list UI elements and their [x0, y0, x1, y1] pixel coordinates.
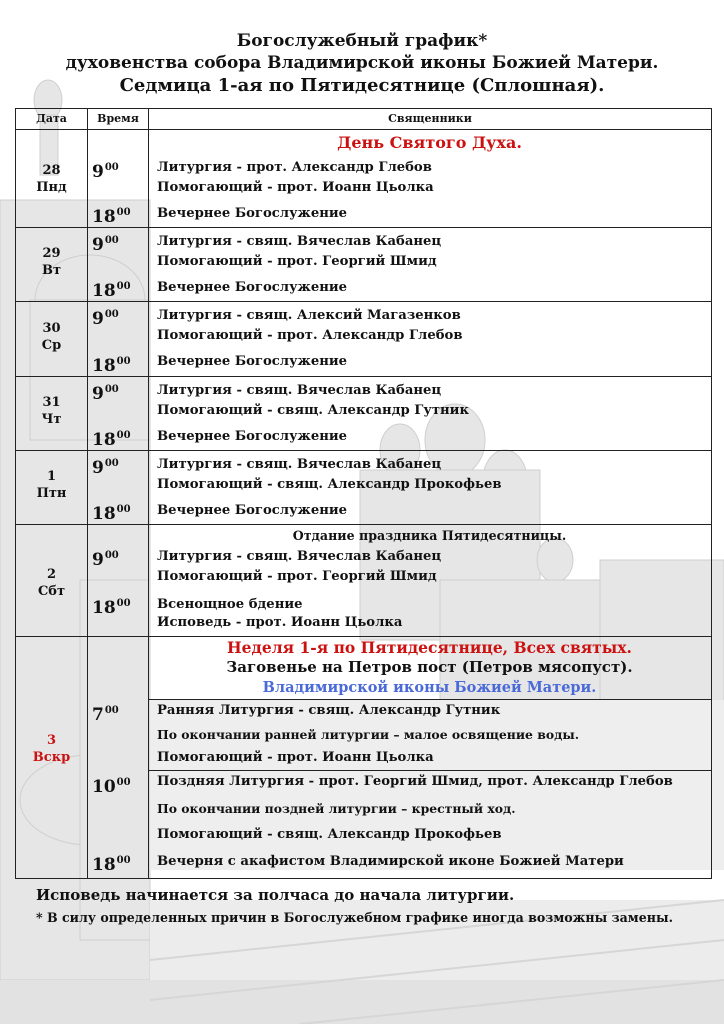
- evening-entry: Вечернее Богослужение: [157, 280, 348, 295]
- column-header-clergy: Священники: [388, 112, 472, 125]
- liturgy-entry: Литургия - свящ. Вячеслав Кабанец: [157, 457, 442, 472]
- table-border-bottom: [15, 878, 712, 879]
- date-number: 29: [42, 246, 61, 261]
- date-number: 1: [46, 469, 57, 484]
- row-divider: [15, 450, 712, 451]
- icon-feast-title: Владимирской иконы Божией Матери.: [262, 679, 597, 696]
- date-number: 28: [42, 163, 61, 178]
- date-cell: [16, 320, 87, 354]
- column-header-date: Дата: [36, 112, 67, 125]
- col-divider-time: [148, 108, 149, 879]
- liturgy-entry: Литургия - свящ. Вячеслав Кабанец: [157, 234, 442, 249]
- service-time: $10^{00}$: [92, 777, 131, 797]
- assistant-entry: Помогающий - свящ. Александр Прокофьев: [157, 477, 502, 492]
- schedule-title: Богослужебный график*: [236, 31, 488, 51]
- assistant-entry: Помогающий - прот. Иоанн Цьолка: [157, 750, 434, 765]
- weekday: Вскр: [32, 750, 71, 765]
- assistant-entry: Помогающий - прот. Георгий Шмид: [157, 569, 437, 584]
- assistant-entry: Помогающий - свящ. Александр Прокофьев: [157, 827, 502, 842]
- weekday: Сбт: [37, 584, 66, 599]
- row-divider: [15, 524, 712, 525]
- assistant-entry: Помогающий - прот. Александр Глебов: [157, 328, 463, 343]
- service-time: $18^{00}$: [92, 281, 131, 301]
- weekday: Ср: [41, 338, 62, 353]
- feast-subtitle: Заговенье на Петров пост (Петров мясопуст).: [226, 658, 633, 676]
- liturgy-entry: Литургия - свящ. Вячеслав Кабанец: [157, 549, 442, 564]
- sunday-sub-divider: [148, 699, 712, 700]
- date-number: 3: [46, 733, 57, 748]
- service-time: $9^{00}$: [92, 309, 119, 329]
- row-divider: [15, 301, 712, 302]
- vespers-entry: Вечерня с акафистом Владимирской иконе Божией Матери: [157, 854, 624, 869]
- confession-note: Исповедь начинается за полчаса до начала литургии.: [36, 886, 515, 904]
- header-row-divider: [15, 129, 712, 130]
- evening-entry: Вечернее Богослужение: [157, 503, 348, 518]
- date-number: 2: [46, 567, 57, 582]
- feast-title: Неделя 1-я по Пятидесятнице, Всех святых.: [227, 638, 632, 657]
- weekday: Птн: [36, 486, 67, 501]
- service-time: $18^{00}$: [92, 430, 131, 450]
- procession-entry: По окончании поздней литургии – крестный ход.: [157, 801, 516, 816]
- assistant-entry: Помогающий - прот. Иоанн Цьолка: [157, 180, 434, 195]
- service-time: $9^{00}$: [92, 384, 119, 404]
- row-divider: [15, 636, 712, 637]
- weekday: Чт: [41, 412, 62, 427]
- page-header: [0, 30, 724, 98]
- confession-entry: Исповедь - прот. Иоанн Цьолка: [157, 615, 403, 630]
- weekday: Пнд: [36, 180, 67, 195]
- assistant-entry: Помогающий - свящ. Александр Гутник: [157, 403, 469, 418]
- date-cell: [16, 566, 87, 600]
- evening-entry: Вечернее Богослужение: [157, 206, 348, 221]
- date-number: 30: [42, 321, 61, 336]
- service-time: $9^{00}$: [92, 458, 119, 478]
- service-time: $18^{00}$: [92, 207, 131, 227]
- vigil-entry: Всенощное бдение: [157, 597, 303, 612]
- service-time: $18^{00}$: [92, 598, 131, 618]
- feast-title: Отдание праздника Пятидесятницы.: [292, 528, 567, 543]
- date-number: 31: [42, 395, 61, 410]
- sunday-sub-divider: [148, 770, 712, 771]
- service-time: $18^{00}$: [92, 504, 131, 524]
- liturgy-entry: Литургия - свящ. Алексий Магазенков: [157, 308, 461, 323]
- water-blessing-entry: По окончании ранней литургии – малое освящение воды.: [157, 727, 580, 742]
- date-cell: [16, 732, 87, 766]
- date-cell: [16, 162, 87, 196]
- service-time: $7^{00}$: [92, 705, 119, 725]
- service-time: $9^{00}$: [92, 550, 119, 570]
- date-cell: [16, 394, 87, 428]
- row-divider: [15, 227, 712, 228]
- col-divider-date: [87, 108, 88, 879]
- weekday: Вт: [41, 263, 62, 278]
- feast-title: День Святого Духа.: [337, 133, 522, 152]
- changes-note: * В силу определенных причин в Богослужебном графике иногда возможны замены.: [36, 910, 673, 925]
- assistant-entry: Помогающий - прот. Георгий Шмид: [157, 254, 437, 269]
- early-liturgy-entry: Ранняя Литургия - свящ. Александр Гутник: [157, 703, 501, 718]
- service-time: $18^{00}$: [92, 855, 131, 875]
- liturgy-entry: Литургия - прот. Александр Глебов: [157, 160, 432, 175]
- service-time: $18^{00}$: [92, 356, 131, 376]
- week-subtitle: Седмица 1-ая по Пятидесятнице (Сплошная).: [119, 75, 605, 96]
- date-cell: [16, 468, 87, 502]
- evening-entry: Вечернее Богослужение: [157, 429, 348, 444]
- column-header-time: Время: [97, 112, 139, 125]
- liturgy-entry: Литургия - свящ. Вячеслав Кабанец: [157, 383, 442, 398]
- late-liturgy-entry: Поздняя Литургия - прот. Георгий Шмид, прот. Александр Глебов: [157, 774, 673, 789]
- evening-entry: Вечернее Богослужение: [157, 354, 348, 369]
- service-time: $9^{00}$: [92, 162, 119, 182]
- cathedral-subtitle: духовенства собора Владимирской иконы Божией Матери.: [65, 53, 659, 73]
- row-divider: [15, 376, 712, 377]
- service-time: $9^{00}$: [92, 235, 119, 255]
- table-border-right: [711, 108, 712, 879]
- date-cell: [16, 245, 87, 279]
